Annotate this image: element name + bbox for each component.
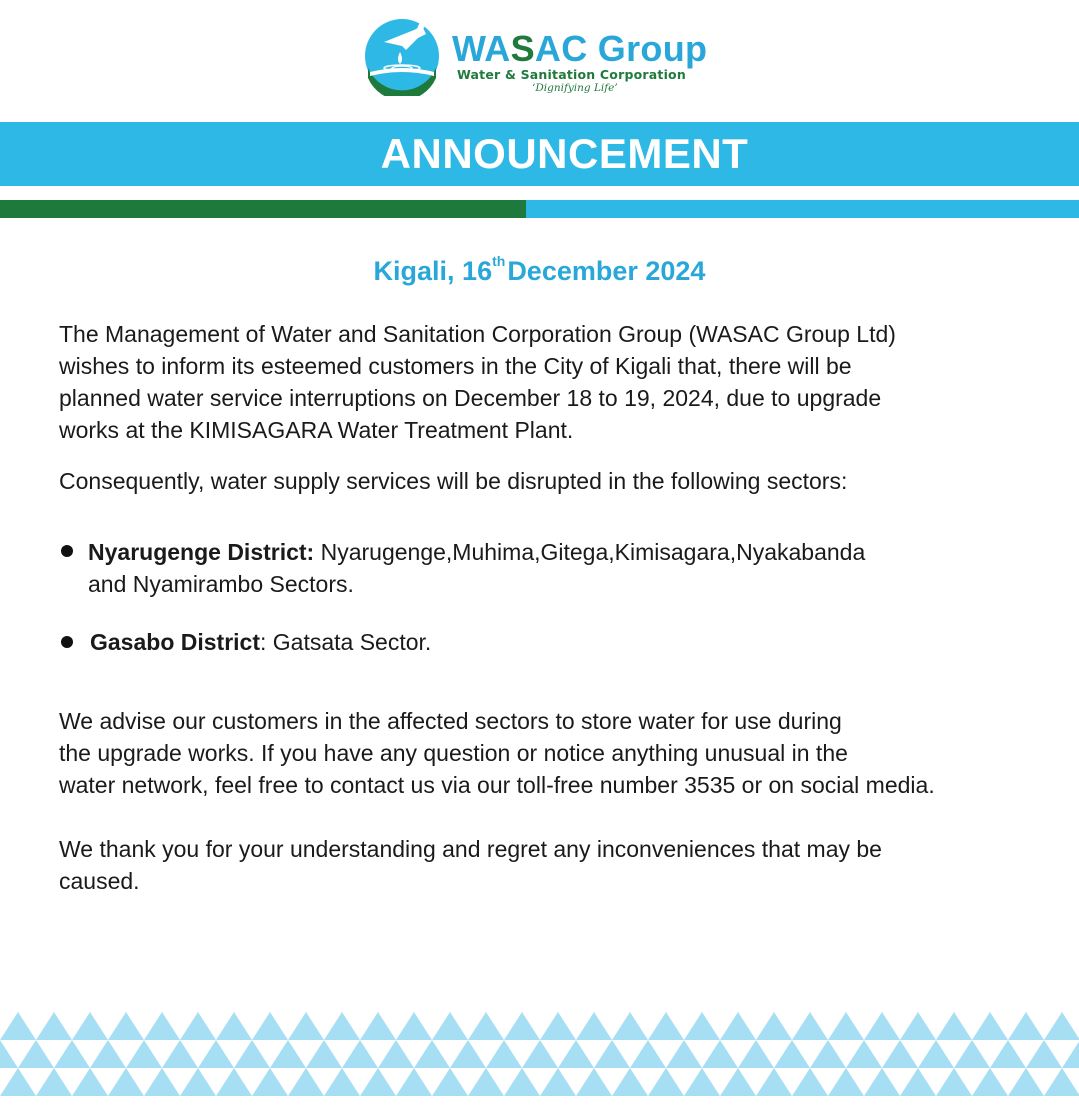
dateline: Kigali, 16thDecember 2024 [373,253,706,286]
wasac-logo [362,16,722,98]
pattern-triangle [864,1068,900,1096]
pattern-triangle [1044,1012,1079,1040]
pattern-triangle [234,1040,270,1068]
pattern-triangle [486,1040,522,1068]
pattern-triangle [900,1068,936,1096]
pattern-triangle [504,1012,540,1040]
pattern-triangle [72,1012,108,1040]
pattern-triangle [288,1068,324,1096]
pattern-triangle [756,1012,792,1040]
blue-stripe [526,200,1079,218]
wasac-logo-mark-icon [362,16,442,96]
pattern-triangle [1008,1012,1044,1040]
footer-triangle-pattern [0,1012,1079,1096]
pattern-triangle [864,1012,900,1040]
pattern-triangle [720,1068,756,1096]
pattern-triangle [990,1040,1026,1068]
pattern-triangle [720,1012,756,1040]
pattern-triangle [252,1012,288,1040]
pattern-triangle [162,1040,198,1068]
pattern-triangle [666,1040,702,1068]
pattern-triangle [342,1040,378,1068]
pattern-triangle [180,1068,216,1096]
advice-paragraph: We advise our customers in the affected sectors to store water for use during the upgrade works. If you have any question or notice anything unusual in the water network, feel free to contact us via our toll-free number 3535 or on social media. [59,708,935,798]
list-item-gasabo: Gasabo District: Gatsata Sector. [90,629,432,655]
pattern-triangle [216,1012,252,1040]
page-title: ANNOUNCEMENT [380,130,749,177]
pattern-triangle [324,1012,360,1040]
pattern-triangle [36,1012,72,1040]
pattern-triangle [360,1068,396,1096]
pattern-triangle [738,1040,774,1068]
pattern-triangle [504,1068,540,1096]
pattern-triangle [0,1012,36,1040]
pattern-triangle [36,1068,72,1096]
pattern-triangle [684,1012,720,1040]
pattern-triangle [576,1068,612,1096]
pattern-triangle [252,1068,288,1096]
green-stripe [0,200,526,218]
thanks-paragraph: We thank you for your understanding and regret any inconveniences that may be caused. [59,836,882,894]
pattern-triangle [72,1068,108,1096]
list-item-nyarugenge: Nyarugenge District: Nyarugenge,Muhima,Gitega,Kimisagara,Nyakabanda and Nyamirambo Sectors. [88,539,866,597]
pattern-triangle [594,1040,630,1068]
pattern-triangle [126,1040,162,1068]
pattern-triangle [306,1040,342,1068]
pattern-triangle [828,1068,864,1096]
pattern-triangle [810,1040,846,1068]
pattern-triangle [522,1040,558,1068]
pattern-triangle [378,1040,414,1068]
logo-subtitle: Water & Sanitation Corporation [457,67,686,82]
pattern-triangle [396,1012,432,1040]
bullet-dot [61,545,73,557]
pattern-triangle [774,1040,810,1068]
pattern-triangle [918,1040,954,1068]
pattern-triangle [108,1012,144,1040]
pattern-triangle [180,1012,216,1040]
pattern-triangle [108,1068,144,1096]
pattern-triangle [360,1012,396,1040]
pattern-triangle [576,1012,612,1040]
pattern-triangle [684,1068,720,1096]
pattern-triangle [756,1068,792,1096]
pattern-triangle [828,1012,864,1040]
pattern-triangle [972,1012,1008,1040]
pattern-triangle [432,1068,468,1096]
sectors-lead-in: Consequently, water supply services will be disrupted in the following sectors: [59,468,848,494]
logo-tagline: ‘Dignifying Life’ [532,82,618,94]
pattern-triangle [144,1068,180,1096]
pattern-triangle [54,1040,90,1068]
pattern-triangle [882,1040,918,1068]
pattern-triangle [1062,1040,1079,1068]
pattern-triangle [900,1012,936,1040]
pattern-triangle [1026,1040,1062,1068]
pattern-triangle [432,1012,468,1040]
pattern-triangle [324,1068,360,1096]
pattern-triangle [540,1012,576,1040]
pattern-triangle [648,1068,684,1096]
intro-paragraph: The Management of Water and Sanitation Corporation Group (WASAC Group Ltd) wishes to inform its esteemed customers in the City of Kigali that, there will be planned water service interruptions on December 18 to 19, 2024, due to upgrade works at the KIMISAGARA Water Treatment Plant. [59,321,896,443]
pattern-triangle [18,1040,54,1068]
pattern-triangle [612,1068,648,1096]
pattern-triangle [90,1040,126,1068]
pattern-triangle [270,1040,306,1068]
pattern-triangle [702,1040,738,1068]
pattern-triangle [216,1068,252,1096]
logo-wordmark: WASAC Group [452,28,708,69]
pattern-triangle [936,1068,972,1096]
pattern-triangle [792,1068,828,1096]
pattern-triangle [198,1040,234,1068]
pattern-triangle [558,1040,594,1068]
pattern-triangle [936,1012,972,1040]
pattern-triangle [450,1040,486,1068]
pattern-triangle [540,1068,576,1096]
pattern-triangle [468,1012,504,1040]
pattern-triangle [0,1068,36,1096]
pattern-triangle [288,1012,324,1040]
pattern-triangle [954,1040,990,1068]
bullet-dot [61,636,73,648]
pattern-triangle [846,1040,882,1068]
pattern-triangle [972,1068,1008,1096]
pattern-triangle [414,1040,450,1068]
pattern-triangle [0,1040,18,1068]
pattern-triangle [1044,1068,1079,1096]
pattern-triangle [144,1012,180,1040]
pattern-triangle [396,1068,432,1096]
pattern-triangle [468,1068,504,1096]
announcement-banner [0,122,1079,186]
pattern-triangle [648,1012,684,1040]
pattern-triangle [612,1012,648,1040]
pattern-triangle [630,1040,666,1068]
pattern-triangle [792,1012,828,1040]
pattern-triangle [1008,1068,1044,1096]
